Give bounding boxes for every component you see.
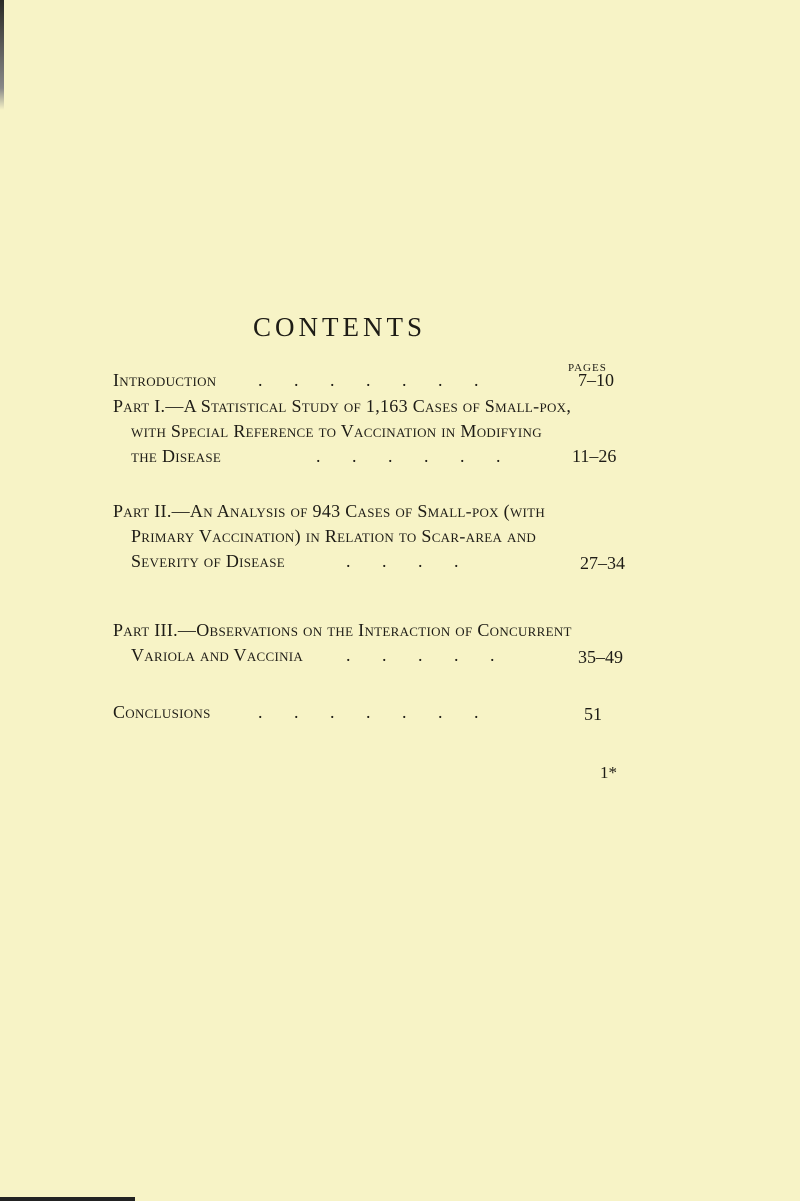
entry-title: Part I.—A Statistical Study of 1,163 Cases of Small-pox, — [113, 396, 572, 416]
entry-title: Part II.—An Analysis of 943 Cases of Small-pox (with — [113, 501, 546, 521]
page-number: 35–49 — [578, 647, 623, 667]
leader-dots: . . . . — [346, 551, 459, 571]
leader-dots: . . . . . . — [316, 446, 501, 466]
entry-title-cont: Severity of Disease — [131, 551, 285, 571]
page-number: 7–10 — [578, 370, 614, 390]
page-number: 51 — [584, 704, 602, 724]
entry-title: Part III.—Observations on the Interaction of Concurrent — [113, 620, 572, 640]
page-number: 27–34 — [580, 553, 625, 573]
page-title: CONTENTS — [253, 312, 426, 342]
entry-title-cont: Primary Vaccination) in Relation to Scar-area and — [131, 526, 537, 546]
entry-title-cont: Variola and Vaccinia — [131, 645, 304, 665]
scan-edge — [0, 0, 4, 110]
leader-dots: . . . . . — [346, 645, 495, 665]
scan-edge-bottom — [0, 1197, 135, 1201]
page-number: 11–26 — [572, 446, 617, 466]
leader-dots: . . . . . . . — [258, 702, 479, 722]
signature-mark: 1* — [600, 763, 617, 782]
pages-column-header: PAGES — [568, 362, 607, 374]
entry-title-cont: the Disease — [131, 446, 222, 466]
leader-dots: . . . . . . . — [258, 370, 479, 390]
entry-title: Introduction — [113, 370, 217, 390]
entry-title: Conclusions — [113, 702, 211, 722]
entry-title-cont: with Special Reference to Vaccination in Modifying — [131, 421, 542, 441]
